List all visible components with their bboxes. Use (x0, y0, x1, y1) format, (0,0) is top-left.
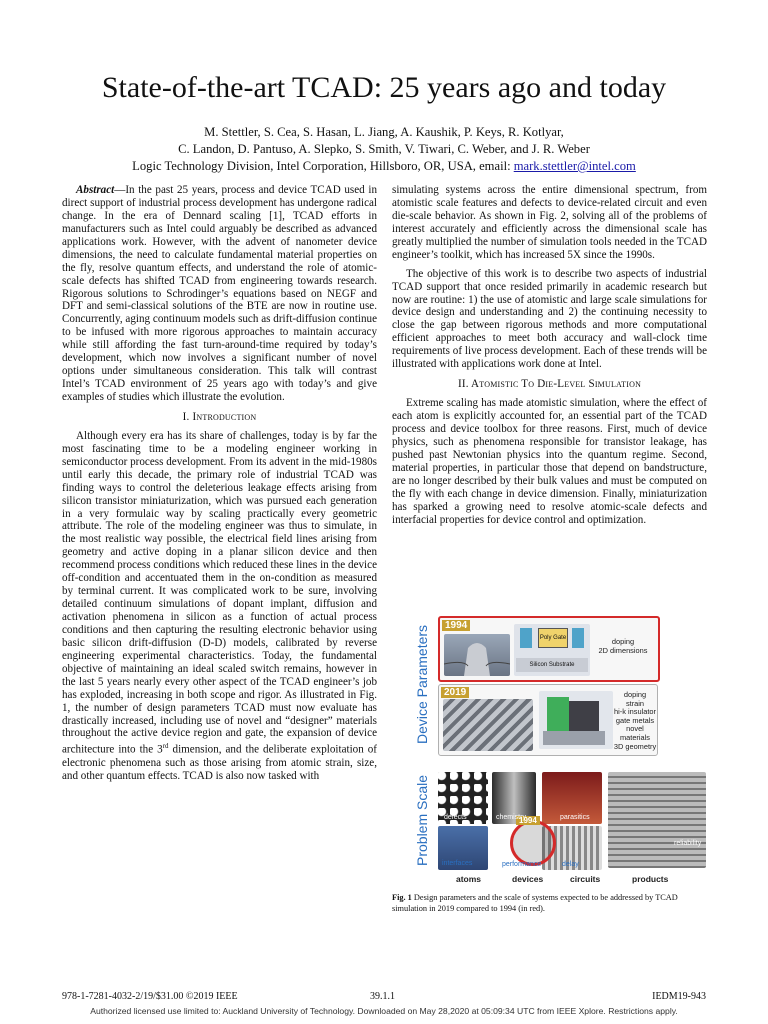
axis-label-circuits: circuits (570, 874, 601, 884)
author-line-2: C. Landon, D. Pantuso, A. Slepko, S. Smith, V. Tiwari, C. Weber, and J. R. Weber (178, 142, 590, 156)
axis-label-products: products (632, 874, 669, 884)
right-paragraph-1: simulating systems across the entire dimensional spectrum, from atomistic scale features and defects to device-related circuit and even die-scale behavior. As shown in Fig. 2, solving all of the problems of interest accurately and efficiently across the dimensional scale has greatly multiplied the number of simulation tools needed in the TCAD engineer’s toolkit, which has increased 5X since the 1990s. (392, 184, 707, 261)
scale-label-chemistry: chemistry (496, 814, 526, 821)
param-item: doping (623, 690, 647, 699)
transistor-cross-section-icon (444, 634, 510, 676)
scale-label-delay: delay (562, 861, 579, 868)
device-parameters-label: Device Parameters (414, 624, 430, 744)
schematic-1994 (514, 624, 590, 676)
figure-1 (410, 612, 710, 884)
author-block (0, 124, 768, 175)
params-list-1994 (592, 638, 654, 655)
figure-caption (392, 893, 710, 914)
right-column (392, 184, 707, 526)
scale-images-row (438, 772, 706, 872)
scale-label-interfaces: interfaces (442, 860, 473, 867)
affiliation-text: Logic Technology Division, Intel Corporation, Hillsboro, OR, USA, email: (132, 159, 514, 173)
param-item: doping (611, 637, 635, 646)
spacer-left (520, 628, 532, 648)
param-item: novel materials (620, 724, 650, 742)
footer-section-number: 39.1.1 (370, 991, 395, 1002)
param-item: 3D geometry (613, 741, 657, 751)
abstract-text: —In the past 25 years, process and device TCAD used in direct support of industrial process development has undergone radical change. In the era of Dennard scaling [1], TCAD efforts in manufacturers such as Intel could arguably be described as advanced applications work. However, with the advent of nanometer device dimensions, the need to calculate fundamental material properties on the fly, resolve quantum effects, and understand the role of atomic-scale defects has shifted TCAD from engineering towards research. Rigorous solutions to Schrodinger’s equations based on NEGF and DFT and semi-classical solutions of the BTE are now in routine use. Concurrently, aging continuum models such as drift-diffusion continue to be infused with more rigorous approaches to maintain accuracy while still affording the fast turn-around-time required by today’s development, which now involves a significant number of novel options under simultaneous consideration. This talk will contrast Intel’s TCAD environment of 25 years ago with today’s and give examples of studies which illustrate the evolution. (62, 184, 377, 403)
highlight-circle-1994 (510, 820, 556, 866)
footer-page-number: IEDM19-943 (652, 991, 706, 1002)
section-heading-atomistic: II. Atomistic To Die-Level Simulation (457, 378, 642, 391)
license-notice: Authorized licensed use limited to: Auckland University of Technology. Downloaded on May 28,2020 at 05:09:34 UTC from IEEE Xplore. Restrictions apply. (90, 1006, 678, 1016)
right-paragraph-2: The objective of this work is to describe two aspects of industrial TCAD support that once resided primarily in academic research but now are routine: 1) the use of atomistic and large scale simulations for device design and understanding and 2) the continuing necessity to close the gap between rigorous methods and more computational efficient approaches to meet both accuracy and wall-clock time requirements of live process development. Each of these trends will be illustrated with applications work done at Intel. (392, 267, 707, 371)
panel-2019 (438, 684, 658, 756)
param-item: strain (625, 698, 645, 708)
abstract (62, 184, 377, 404)
caption-text: Design parameters and the scale of systems expected to be addressed by TCAD simulation in 2019 compared to 1994 (in red). (392, 893, 678, 913)
scale-label-performance: performance (502, 861, 542, 868)
left-column (62, 184, 377, 783)
gate-block-green (547, 697, 569, 733)
product-die-image (608, 772, 706, 868)
problem-scale-label: Problem Scale (414, 774, 430, 866)
page-footer (0, 991, 768, 1005)
author-line-1: M. Stettler, S. Cea, S. Hasan, L. Jiang, A. Kaushik, P. Keys, R. Kotlyar, (204, 125, 564, 139)
affiliation (0, 158, 768, 175)
param-item: gate metals (615, 715, 655, 725)
year-badge-1994: 1994 (442, 620, 470, 631)
spacer-right (572, 628, 584, 648)
fin-array-image (443, 699, 533, 751)
axis-label-atoms: atoms (456, 874, 482, 884)
superscript-rd: rd (162, 742, 169, 751)
paper-title: State-of-the-art TCAD: 25 years ago and today (101, 71, 667, 104)
intro-text-a: Although every era has its share of challenges, today is by far the most fascinating time to be a modeling engineer working in semiconductor process development. From its advent in the mid-1980s until early this decade, the primary role of industrial TCAD was finding ways to control the deleterious leakage effects arising from silicon transistor miniaturization, which was pursued each generation in a very formulaic way by scaling practically every geometric attribute. The role of the modeling engineer was thus to simulate, in the most realistic way possible, the electrical field lines arising from geometry and active doping in a planar silicon device and then recommend process conditions which reduced these lines in the device off-condition and accentuated them in the on-condition as measured by terminal current. It was complicated work to be sure, involving detailed continuum simulations of dopant implant, diffusion and activation phenomena in silicon as a function of actual process conditions and then capturing the resulting electronic behavior using basic silicon drift-diffusion (D-D) models, calibrated by reverse engineering experimental characteristics. Today, the fundamental objective of maintaining an ideal scaled switch remains, however in the last 5 years nearly every other aspect of the TCAD engineer’s job has exploded, increasing in both scope and rigor. As illustrated in Fig. 1, the number of design parameters TCAD must now evaluate has drastically increased, including use of novel and “designer” materials throughout the active device region and gate, the expansion of device architecture into the 3 (62, 429, 377, 757)
params-list-2019 (613, 691, 657, 751)
circle-year-badge: 1994 (516, 816, 540, 825)
tem-image-1994 (444, 634, 510, 676)
abstract-label: Abstract (76, 184, 115, 196)
introduction-paragraph (62, 430, 377, 783)
finfet-schematic (539, 691, 613, 749)
right-paragraph-3: Extreme scaling has made atomistic simulation, where the effect of each atom is explicitly accounted for, an essential part of the TCAD process and device toolbox for three reasons. First, much of device physics, such as phenomena responsible for transistor leakage, has pushed past Newtonian physics into the quantum regime. Second, material properties, in particular those that depend on bandstructure, are no longer described by their bulk values and must be computed on the fly with each change in device dimension. Finally, miniaturization has sparked a growing need to resolve atomic-scale defects and interfacial properties for device control and optimization. (392, 397, 707, 526)
substrate-block (543, 731, 605, 745)
panel-1994 (438, 616, 660, 682)
footer-isbn: 978-1-7281-4032-2/19/$31.00 ©2019 IEEE (62, 991, 238, 1002)
gate-block-dark (569, 701, 599, 731)
caption-label: Fig. 1 (392, 893, 412, 902)
scale-label-defects: defects (444, 814, 467, 821)
param-item: hi-k insulator (614, 707, 656, 717)
email-link[interactable]: mark.stettler@intel.com (513, 159, 636, 173)
scale-label-reliability: reliability (674, 840, 702, 847)
scale-label-parasitics: parasitics (560, 814, 590, 821)
param-item: 2D dimensions (598, 645, 648, 655)
silicon-substrate: Silicon Substrate (516, 658, 588, 672)
axis-label-devices: devices (512, 874, 544, 884)
poly-gate: Poly Gate (538, 628, 568, 648)
intro-text-b: dimension, and the deliberate exploitation of electronic phenomena such as those arising from atomic strain, size, and other quantum effects. TCAD is also now tasked with (62, 744, 378, 782)
section-heading-introduction: I. Introduction (182, 410, 257, 423)
year-badge-2019: 2019 (441, 687, 469, 698)
